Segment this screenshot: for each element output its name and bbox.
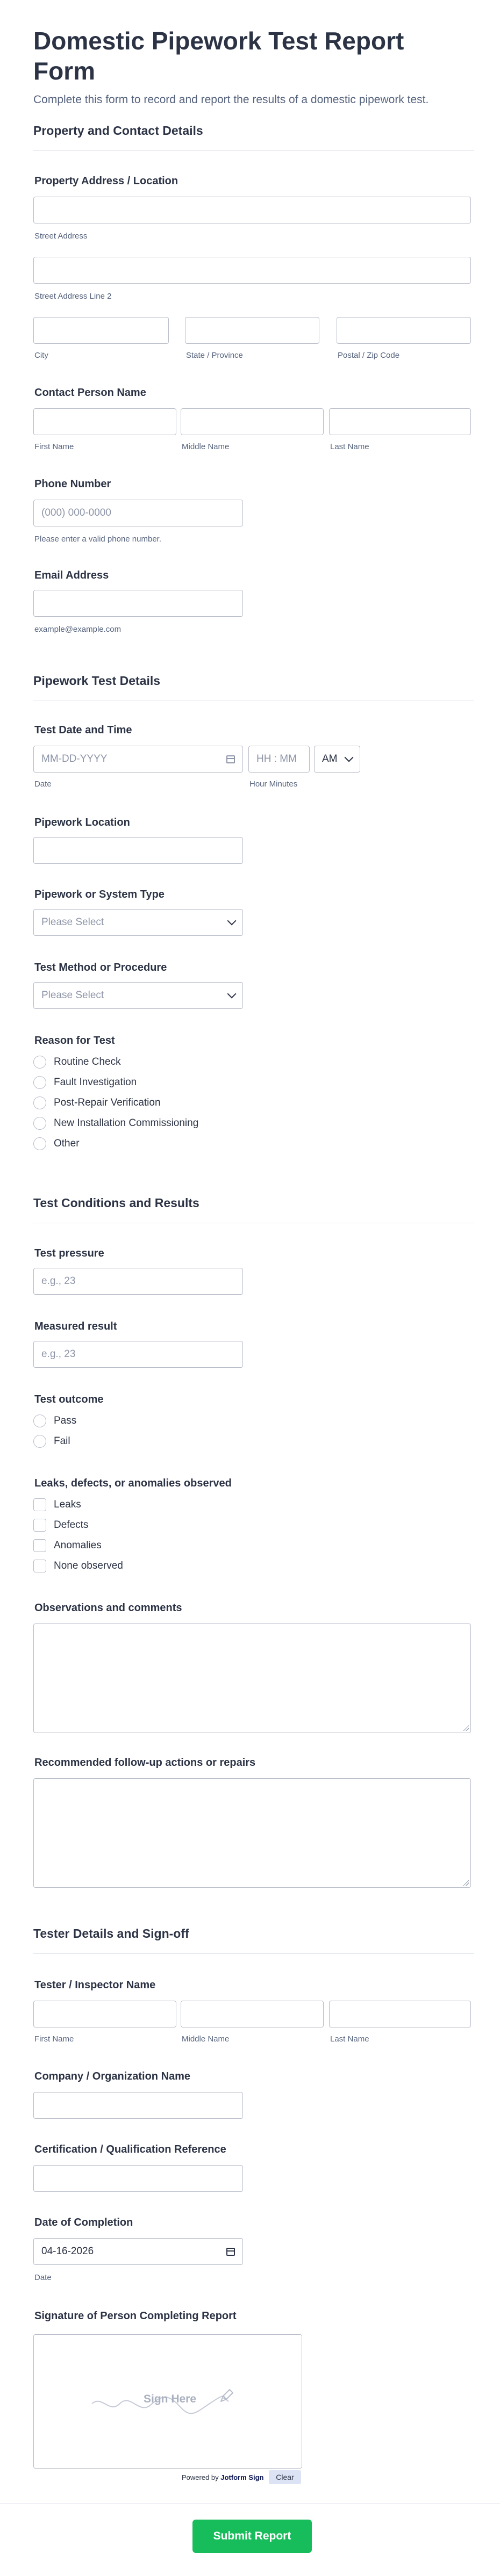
test-method-placeholder: Please Select [41,990,104,1001]
section-divider [33,1953,474,1954]
checkbox[interactable] [33,1498,46,1511]
test-method-label: Test Method or Procedure [34,962,167,973]
radio-button[interactable] [33,1096,46,1109]
contact-first-name-input[interactable] [33,408,176,435]
test-pressure-label: Test pressure [34,1247,104,1259]
contact-last-name-input[interactable] [329,408,471,435]
section-divider [33,150,474,151]
street-address-line2-sublabel: Street Address Line 2 [34,292,112,301]
city-input[interactable] [33,317,169,344]
outcome-option[interactable] [33,1414,76,1428]
email-input[interactable] [33,590,243,617]
test-time-sublabel: Hour Minutes [249,780,298,789]
option-label: Fail [54,1435,70,1447]
checkbox[interactable] [33,1560,46,1572]
defects-option[interactable] [33,1498,81,1512]
phone-placeholder: (000) 000-0000 [41,507,111,518]
radio-button[interactable] [33,1056,46,1069]
chevron-down-icon [345,753,354,762]
signature-label: Signature of Person Completing Report [34,2310,237,2322]
phone-input[interactable] [33,500,243,526]
tester-name-label: Tester / Inspector Name [34,1979,156,1991]
option-label: Anomalies [54,1540,102,1551]
clear-signature-button[interactable]: Clear [269,2470,301,2484]
outcome-option[interactable] [33,1434,70,1448]
pipework-location-input[interactable] [33,837,243,864]
city-sublabel: City [34,351,48,360]
measured-result-input[interactable] [33,1341,243,1368]
reason-option[interactable] [33,1116,198,1130]
tester-first-name-sublabel: First Name [34,2034,74,2044]
ampm-select[interactable] [314,746,360,773]
defects-option[interactable] [33,1539,102,1553]
reason-option[interactable] [33,1055,121,1069]
calendar-icon[interactable] [226,755,235,763]
test-method-select[interactable] [33,982,243,1009]
chevron-down-icon [227,990,237,999]
reason-option[interactable] [33,1076,137,1089]
street-address-input[interactable] [33,197,471,223]
defects-option[interactable] [33,1559,123,1573]
radio-button[interactable] [33,1435,46,1448]
certification-input[interactable] [33,2165,243,2192]
option-label: Other [54,1138,80,1149]
section-pipework [33,673,474,701]
radio-button[interactable] [33,1415,46,1427]
option-label: Post-Repair Verification [54,1097,161,1108]
signature-pad[interactable] [33,2334,302,2469]
radio-button[interactable] [33,1076,46,1089]
completion-date-label: Date of Completion [34,2217,133,2228]
completion-date-input[interactable] [33,2238,243,2265]
phone-hint: Please enter a valid phone number. [34,535,161,544]
powered-brand[interactable]: Jotform Sign [220,2473,264,2481]
completion-date-value: 04-16-2026 [41,2246,94,2257]
resize-handle[interactable] [462,1724,469,1731]
test-time-placeholder: HH : MM [256,753,297,764]
section-title: Property and Contact Details [33,124,203,138]
company-label: Company / Organization Name [34,2070,191,2082]
calendar-icon[interactable] [226,2248,235,2256]
section-property [33,122,474,151]
postal-code-input[interactable] [337,317,471,344]
checkbox[interactable] [33,1539,46,1552]
certification-label: Certification / Qualification Reference [34,2144,226,2155]
form-title: Domestic Pipework Test Report Form [33,27,404,85]
reason-label: Reason for Test [34,1035,115,1047]
outcome-label: Test outcome [34,1394,104,1405]
defects-option[interactable] [33,1518,88,1532]
pen-icon [217,2386,236,2406]
measured-result-label: Measured result [34,1321,117,1332]
option-label: Pass [54,1415,77,1426]
pipework-location-label: Pipework Location [34,817,130,828]
submit-button[interactable]: Submit Report [192,2520,312,2553]
state-input[interactable] [185,317,319,344]
ampm-value: AM [322,753,338,764]
state-sublabel: State / Province [186,351,243,360]
postal-code-sublabel: Postal / Zip Code [338,351,400,360]
email-hint: example@example.com [34,625,122,634]
defects-label: Leaks, defects, or anomalies observed [34,1477,232,1489]
tester-middle-name-input[interactable] [181,2001,324,2027]
street-address-sublabel: Street Address [34,232,88,241]
contact-person-label: Contact Person Name [34,387,146,399]
phone-label: Phone Number [34,478,111,490]
sign-here-placeholder: Sign Here [144,2393,197,2405]
test-time-input[interactable] [248,746,310,773]
system-type-placeholder: Please Select [41,917,104,928]
section-tester [33,1925,474,1954]
test-date-sublabel: Date [34,780,52,789]
section-title: Tester Details and Sign-off [33,1926,189,1940]
radio-button[interactable] [33,1137,46,1150]
tester-last-name-sublabel: Last Name [330,2034,369,2044]
tester-first-name-input[interactable] [33,2001,176,2027]
system-type-label: Pipework or System Type [34,889,165,900]
powered-by-text [182,2473,263,2481]
powered-prefix: Powered by [182,2473,219,2481]
option-label: New Installation Commissioning [54,1117,199,1129]
email-label: Email Address [34,569,109,581]
contact-first-name-sublabel: First Name [34,442,74,451]
company-input[interactable] [33,2092,243,2119]
tester-middle-name-sublabel: Middle Name [182,2034,230,2044]
followup-textarea[interactable] [33,1778,471,1888]
test-date-input[interactable] [33,746,243,773]
option-label: None observed [54,1560,123,1571]
tester-last-name-input[interactable] [329,2001,471,2027]
contact-middle-name-sublabel: Middle Name [182,442,230,451]
contact-last-name-sublabel: Last Name [330,442,369,451]
street-address-line2-input[interactable] [33,257,471,284]
system-type-select[interactable] [33,909,243,936]
chevron-down-icon [227,917,237,926]
measured-result-placeholder: e.g., 23 [41,1348,76,1360]
reason-option[interactable] [33,1137,80,1151]
option-label: Fault Investigation [54,1077,137,1088]
form-header [33,26,467,107]
option-label: Routine Check [54,1056,121,1067]
test-pressure-input[interactable] [33,1268,243,1295]
form-subtitle: Complete this form to record and report the results of a domestic pipework test. [33,93,429,106]
radio-button[interactable] [33,1117,46,1130]
checkbox[interactable] [33,1519,46,1532]
followup-label: Recommended follow-up actions or repairs [34,1757,256,1769]
completion-date-sublabel: Date [34,2273,52,2282]
test-datetime-label: Test Date and Time [34,724,132,736]
observations-textarea[interactable] [33,1623,471,1733]
test-pressure-placeholder: e.g., 23 [41,1275,76,1287]
reason-option[interactable] [33,1096,161,1110]
option-label: Leaks [54,1499,81,1510]
contact-middle-name-input[interactable] [181,408,324,435]
section-title: Test Conditions and Results [33,1196,199,1210]
resize-handle[interactable] [462,1879,469,1886]
property-address-label: Property Address / Location [34,175,178,187]
option-label: Defects [54,1519,89,1531]
test-date-placeholder: MM-DD-YYYY [41,753,108,764]
section-conditions [33,1195,474,1223]
footer-divider [0,2503,500,2504]
section-title: Pipework Test Details [33,674,161,688]
observations-label: Observations and comments [34,1602,182,1614]
